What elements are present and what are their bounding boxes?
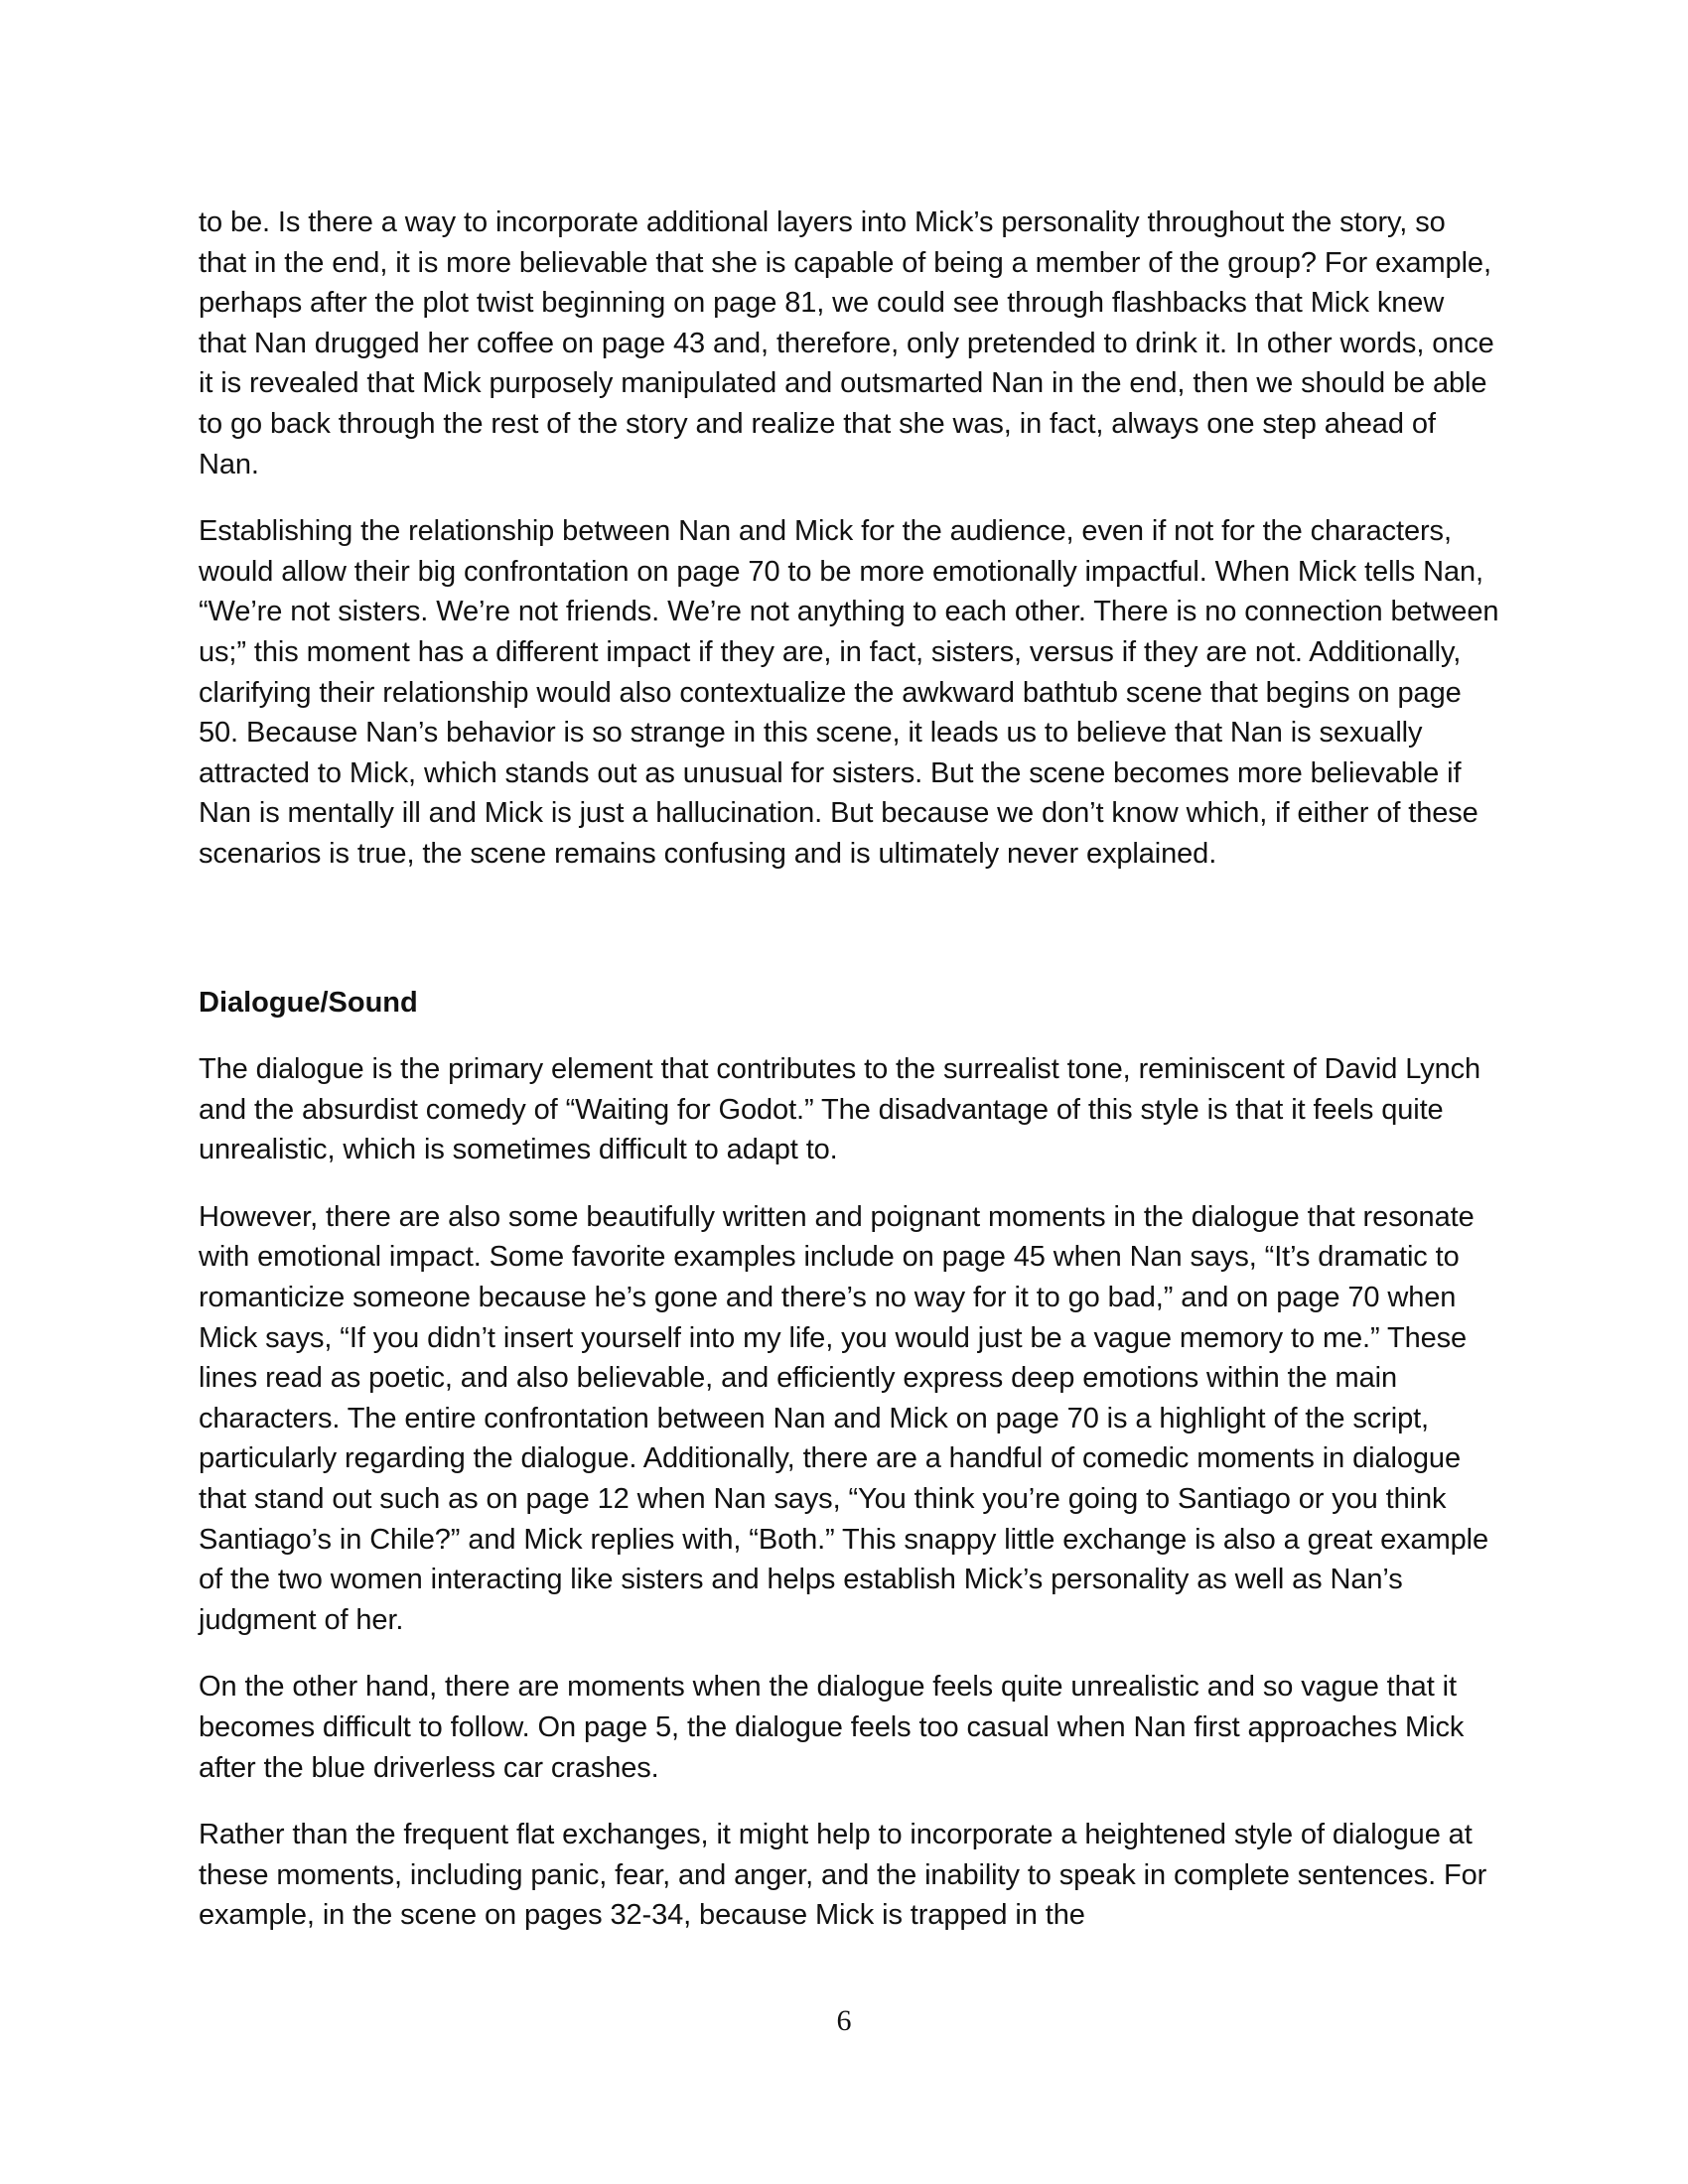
paragraph-heightened-style: Rather than the frequent flat exchanges, it might help to incorporate a heightened style of dialogue at these moments, including panic, fear, and anger, and the inability to speak in complete sentences. For example, in the scene on pages 32-34, because Mick is trapped in the xyxy=(199,1819,1487,1932)
section-heading-dialogue-sound: Dialogue/Sound xyxy=(199,986,418,1019)
paragraph-dialogue-tone: The dialogue is the primary element that contributes to the surrealist tone, reminiscent of David Lynch and the absurdist comedy of “Waiting for Godot.” The disadvantage of this style is that it feels quite unrealistic, which is sometimes difficult to adapt to. xyxy=(199,1053,1481,1166)
paragraph-relationship: Establishing the relationship between Nan and Mick for the audience, even if not for the characters, would allow their big confrontation on page 70 to be more emotionally impactful. When Mick tells Nan, “We’re not sisters. We’re not friends. We’re not anything to each other. There is no connection between us;” this moment has a different impact if they are, in fact, sisters, versus if they are not. Additionally, clarifying their relationship would also contextualize the awkward bathtub scene that begins on page 50. Because Nan’s behavior is so strange in this scene, it leads us to believe that Nan is sexually attracted to Mick, which stands out as unusual for sisters. But the scene becomes more believable if Nan is mentally ill and Mick is just a hallucination. But because we don’t know which, if either of these scenarios is true, the scene remains confusing and is ultimately never explained. xyxy=(199,515,1499,870)
paragraph-dialogue-unrealistic: On the other hand, there are moments when the dialogue feels quite unrealistic and so vague that it becomes difficult to follow. On page 5, the dialogue feels too casual when Nan first approaches Mick after the blue driverless car crashes. xyxy=(199,1671,1465,1784)
section-spacer xyxy=(199,901,1499,983)
document-body xyxy=(199,203,1499,1963)
paragraph-mick-personality: to be. Is there a way to incorporate additional layers into Mick’s personality throughout the story, so that in the end, it is more believable that she is capable of being a member of the group? For example, perhaps after the plot twist beginning on page 81, we could see through flashbacks that Mick knew that Nan drugged her coffee on page 43 and, therefore, only pretended to drink it. In other words, once it is revealed that Mick purposely manipulated and outsmarted Nan in the end, then we should be able to go back through the rest of the story and realize that she was, in fact, always one step ahead of Nan. xyxy=(199,206,1494,480)
paragraph-dialogue-moments: However, there are also some beautifully written and poignant moments in the dialogue that resonate with emotional impact. Some favorite examples include on page 45 when Nan says, “It’s dramatic to romanticize someone because he’s gone and there’s no way for it to go bad,” and on page 70 when Mick says, “If you didn’t insert yourself into my life, you would just be a vague memory to me.” These lines read as poetic, and also believable, and efficiently express deep emotions within the main characters. The entire confrontation between Nan and Mick on page 70 is a highlight of the script, particularly regarding the dialogue. Additionally, there are a handful of comedic moments in dialogue that stand out such as on page 12 when Nan says, “You think you’re going to Santiago or you think Santiago’s in Chile?” and Mick replies with, “Both.” This snappy little exchange is also a great example of the two women interacting like sisters and helps establish Mick’s personality as well as Nan’s judgment of her. xyxy=(199,1200,1489,1636)
page-number: 6 xyxy=(836,2004,852,2037)
